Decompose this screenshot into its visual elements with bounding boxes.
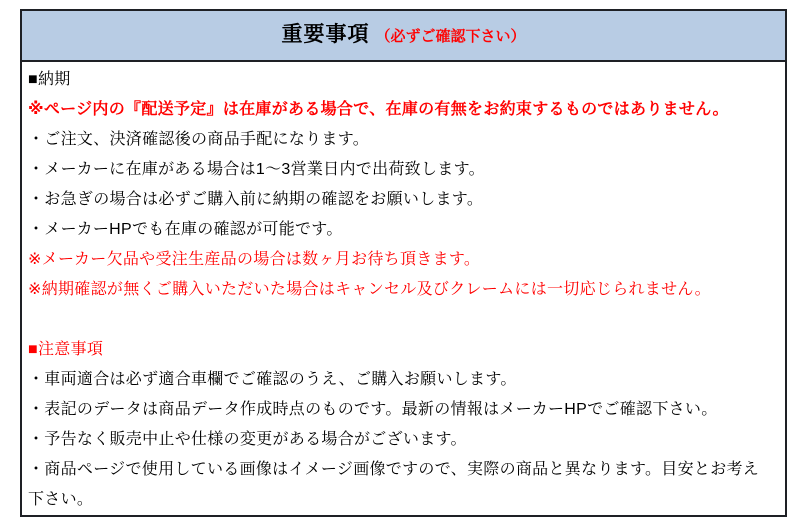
- notice-line: ・メーカーHPでも在庫の確認が可能です。: [28, 221, 343, 238]
- notice-line: ・お急ぎの場合は必ずご購入前に納期の確認をお願いします。: [28, 191, 484, 208]
- section-heading-delivery: ■納期: [28, 71, 71, 88]
- section-heading-caution: ■注意事項: [28, 341, 104, 358]
- notice-line: 下さい。: [28, 491, 94, 508]
- notice-lines: [28, 65, 779, 515]
- notice-subtitle: （必ずご確認下さい）: [375, 28, 526, 45]
- notice-line: ※メーカー欠品や受注生産品の場合は数ヶ月お待ち頂きます。: [28, 251, 481, 268]
- notice-line: ・予告なく販売中止や仕様の変更がある場合がございます。: [28, 431, 467, 448]
- notice-line: ・商品ページで使用している画像はイメージ画像ですので、実際の商品と異なります。目安とお考え: [28, 461, 760, 478]
- notice-line: ・メーカーに在庫がある場合は1～3営業日内で出荷致します。: [28, 161, 485, 178]
- important-notice-box: [20, 9, 787, 517]
- notice-title: 重要事項: [281, 23, 370, 46]
- notice-line: ・車両適合は必ず適合車欄でご確認のうえ、ご購入お願いします。: [28, 371, 517, 388]
- notice-line: ・表記のデータは商品データ作成時点のものです。最新の情報はメーカーHPでご確認下さい。: [28, 401, 718, 418]
- notice-line: ※納期確認が無くご購入いただいた場合はキャンセル及びクレームには一切応じられません。: [28, 281, 711, 298]
- notice-line: ※ページ内の『配送予定』は在庫がある場合で、在庫の有無をお約束するものではありません。: [28, 101, 729, 118]
- notice-line: ・ご注文、決済確認後の商品手配になります。: [28, 131, 370, 148]
- notice-body: [22, 62, 785, 515]
- blank-line: [28, 305, 779, 335]
- notice-header: [22, 11, 785, 62]
